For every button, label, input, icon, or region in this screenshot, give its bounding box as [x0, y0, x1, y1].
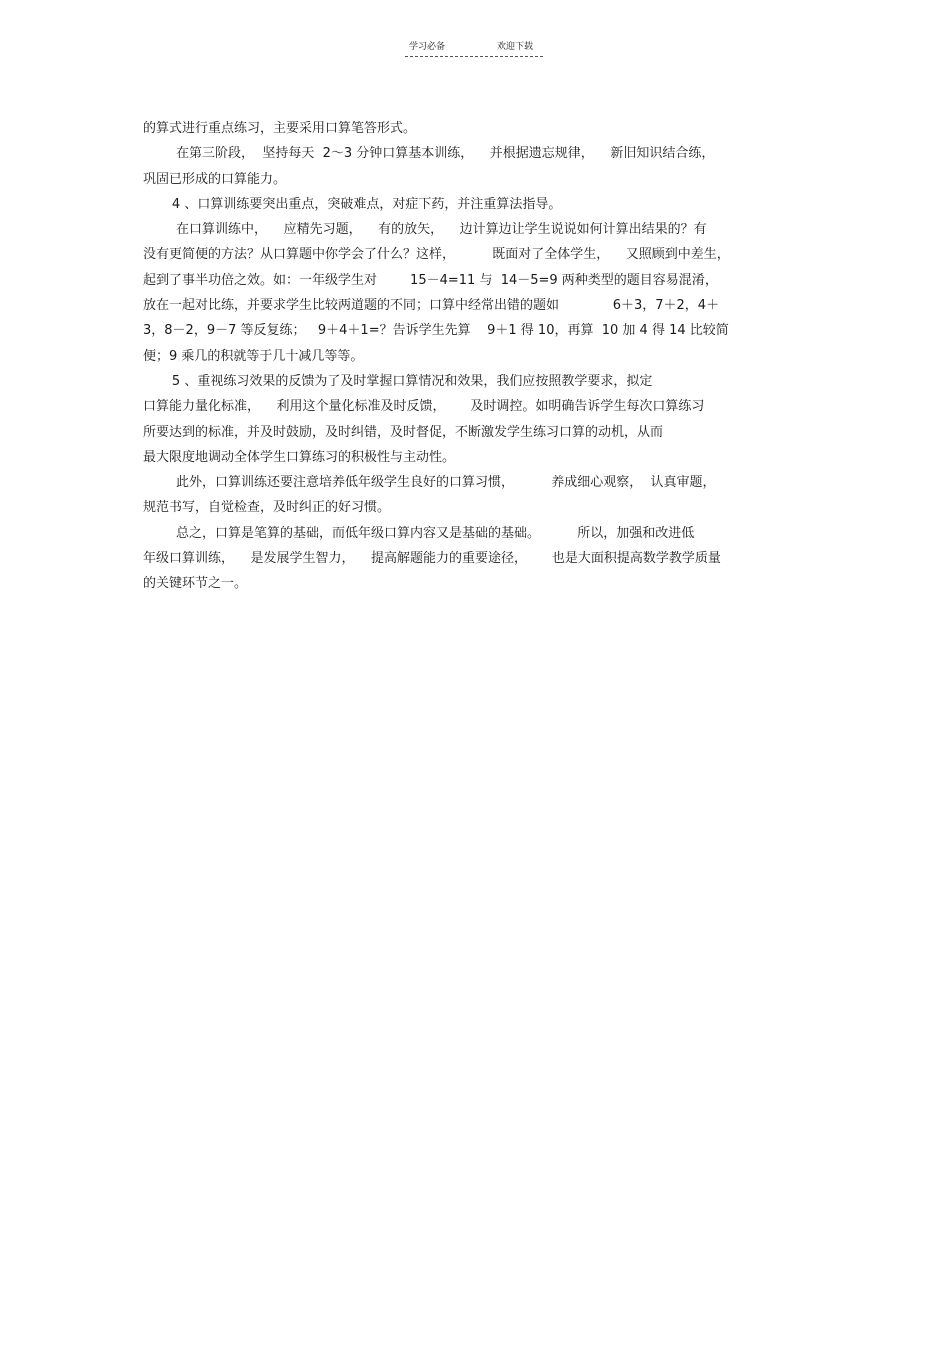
text-line: 总之，口算是笔算的基础，而低年级口算内容又是基础的基础。 所以，加强和改进低: [143, 525, 695, 541]
header-right-text: 欢迎下载: [497, 42, 534, 52]
text-line: 口算能力量化标准， 利用这个量化标准及时反馈， 及时调控。如明确告诉学生每次口算练习: [143, 399, 705, 415]
document-body: [143, 116, 808, 597]
text-line: 在第三阶段， 坚持每天 2～3 分钟口算基本训练， 并根据遗忘规律， 新旧知识结合练，: [143, 146, 715, 162]
header-left-text: 学习必备: [409, 42, 446, 52]
text-line: 此外，口算训练还要注意培养低年级学生良好的口算习惯， 养成细心观察， 认真审题，: [143, 475, 716, 491]
text-line: 在口算训练中， 应精先习题， 有的放矢， 边计算边让学生说说如何计算出结果的？有: [143, 222, 707, 238]
text-line: 年级口算训练， 是发展学生智力， 提高解题能力的重要途径， 也是大面积提高数学教学质量: [143, 551, 721, 567]
text-line: 巩固已形成的口算能力。: [143, 171, 287, 187]
text-line: 的算式进行重点练习，主要采用口算笔答形式。: [143, 121, 417, 136]
text-line: 放在一起对比练，并要求学生比较两道题的不同；口算中经常出错的题如 6＋3，7＋2，4＋: [143, 298, 720, 314]
text-line: 4 、口算训练要突出重点，突破难点，对症下药，并注重算法指导。: [143, 196, 562, 212]
text-line: 最大限度地调动全体学生口算练习的积极性与主动性。: [143, 449, 456, 465]
text-line: 规范书写，自觉检查，及时纠正的好习惯。: [143, 500, 391, 516]
text-line: 3，8－2，9－7 等反复练； 9＋4＋1=？告诉学生先算 9＋1 得 10，再算 10 加 4 得 14 比较简: [143, 323, 729, 339]
text-line: 便；9 乘几的积就等于几十减几等等。: [143, 348, 364, 364]
page-header: [405, 38, 543, 57]
text-line: 的关键环节之一。: [143, 576, 248, 592]
text-line: 所要达到的标准，并及时鼓励，及时纠错，及时督促，不断激发学生练习口算的动机，从而: [143, 424, 664, 440]
text-line: 起到了事半功倍之效。如：一年级学生对 15－4=11 与 14－5=9 两种类型的题目容易混淆，: [143, 272, 718, 288]
text-line: 没有更简便的方法？从口算题中你学会了什么？这样， 既面对了全体学生， 又照顾到中差生，: [143, 247, 730, 263]
text-line: 5 、重视练习效果的反馈为了及时掌握口算情况和效果，我们应按照教学要求，拟定: [143, 373, 653, 389]
